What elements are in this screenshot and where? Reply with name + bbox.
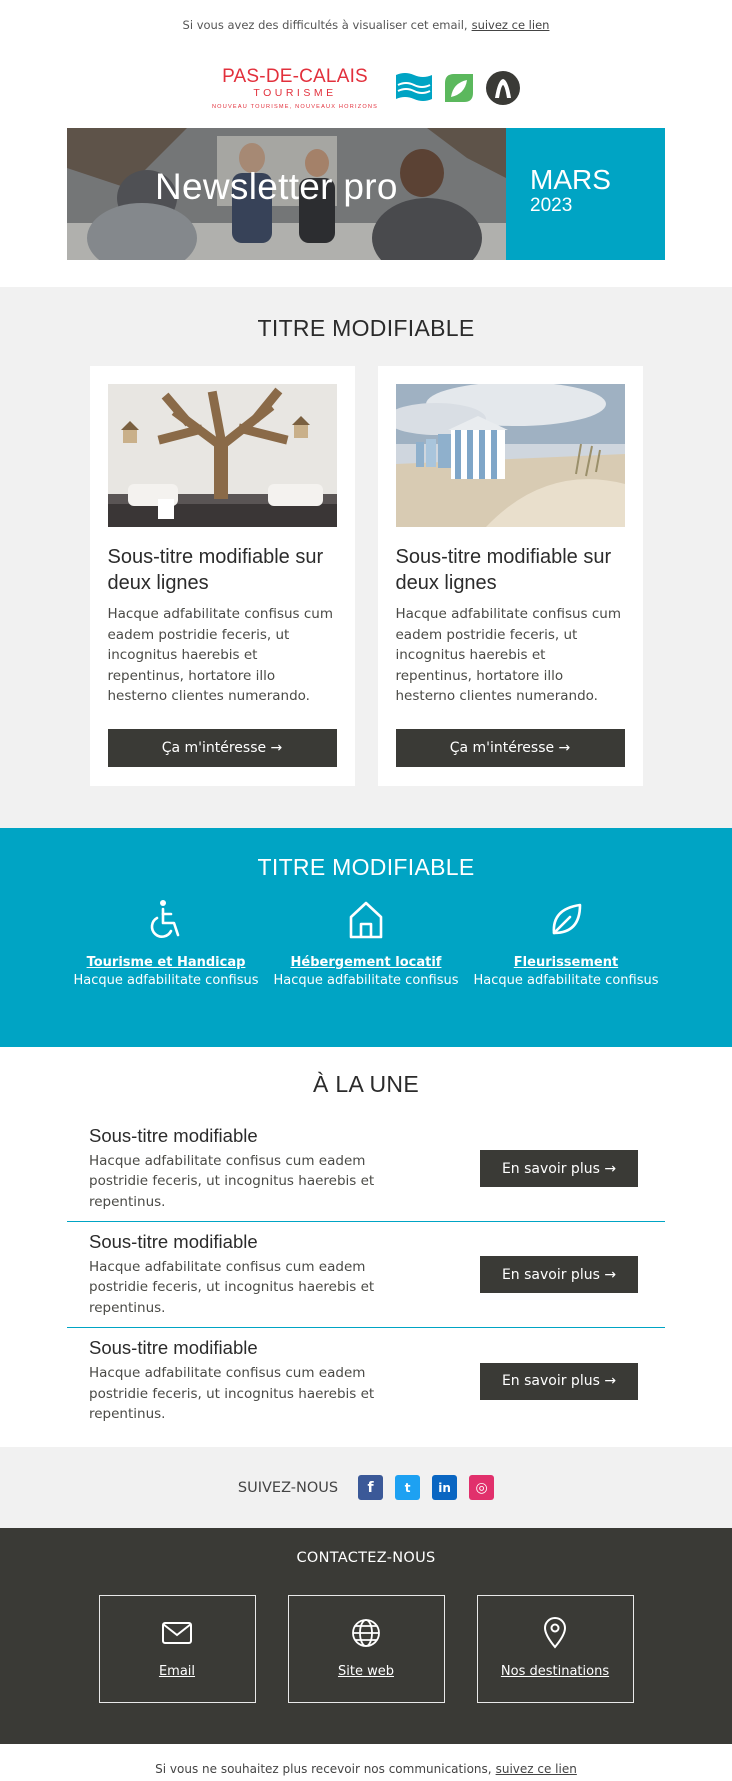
card-image — [108, 384, 337, 527]
tree-shelf-photo — [108, 384, 337, 527]
view-online-link[interactable]: suivez ce lien — [471, 18, 550, 32]
news-text: Hacque adfabilitate confisus cum eadem postridie feceris, ut incognitus haerebis et repentinus. — [89, 1365, 375, 1423]
section-une — [0, 1047, 732, 1434]
card-text: Hacque adfabilitate confisus cum eadem postridie feceris, ut incognitus haerebis et repentinus, hortatore illo hesterno clientes numerando. — [395, 606, 621, 704]
footer-text: Si vous ne souhaitez plus recevoir nos communications, — [155, 1762, 492, 1776]
beach-huts-photo — [396, 384, 625, 527]
news-title: Sous-titre modifiable — [89, 1230, 258, 1252]
mail-icon — [162, 1622, 192, 1644]
location-pin-icon — [543, 1617, 567, 1649]
unsubscribe-link[interactable]: suivez ce lien — [495, 1762, 577, 1776]
globe-icon — [351, 1618, 381, 1648]
interest-button[interactable]: Ça m'intéresse → — [396, 729, 625, 767]
contact-label[interactable]: Nos destinations — [500, 1664, 610, 1679]
top-bar — [0, 0, 732, 50]
card — [90, 366, 355, 786]
twitter-icon[interactable]: t — [395, 1475, 420, 1500]
card-image — [396, 384, 625, 527]
social-bar — [0, 1447, 732, 1528]
contact-title: CONTACTEZ-NOUS — [296, 1550, 436, 1566]
feature-item — [266, 897, 466, 990]
contact-box-website[interactable] — [288, 1595, 445, 1703]
news-item — [67, 1116, 665, 1222]
news-item — [67, 1222, 665, 1328]
read-more-button[interactable]: En savoir plus → — [480, 1150, 638, 1187]
contact-box-destinations[interactable] — [477, 1595, 634, 1703]
waves-logo-icon — [396, 73, 432, 103]
top-bar-text: Si vous avez des difficultés à visualiser cet email, — [182, 18, 468, 32]
brand-sub: TOURISME — [253, 87, 337, 99]
leaf-icon — [546, 899, 586, 941]
card-title: Sous-titre modifiable sur deux lignes — [107, 546, 324, 594]
hero-year: 2023 — [530, 195, 573, 216]
section-cards-title: TITRE MODIFIABLE — [257, 315, 475, 341]
section-une-title: À LA UNE — [313, 1071, 419, 1097]
hero-title: Newsletter pro — [155, 166, 398, 207]
news-item — [67, 1328, 665, 1434]
news-title: Sous-titre modifiable — [89, 1124, 258, 1146]
contact-label[interactable]: Site web — [338, 1664, 394, 1679]
mountain-logo-icon — [486, 71, 520, 105]
card-text: Hacque adfabilitate confisus cum eadem postridie feceris, ut incognitus haerebis et repentinus, hortatore illo hesterno clientes numerando. — [107, 606, 333, 704]
card — [378, 366, 643, 786]
logo-bar — [0, 50, 732, 126]
feature-list — [0, 897, 732, 990]
contact-box-email[interactable] — [99, 1595, 256, 1703]
feature-link[interactable]: Hébergement locatif — [290, 955, 442, 970]
hero-date-block — [506, 128, 665, 260]
feature-item — [466, 897, 666, 990]
interest-button[interactable]: Ça m'intéresse → — [108, 729, 337, 767]
feature-desc: Hacque adfabilitate confisus — [473, 973, 659, 988]
news-title: Sous-titre modifiable — [89, 1337, 258, 1359]
hero-image — [67, 128, 506, 260]
social-label: SUIVEZ-NOUS — [237, 1479, 339, 1496]
leaf-logo-icon — [442, 71, 476, 105]
facebook-icon[interactable]: f — [358, 1475, 383, 1500]
news-list — [67, 1116, 665, 1434]
section-cards — [0, 287, 732, 828]
feature-link[interactable]: Fleurissement — [513, 955, 619, 970]
social-icons — [358, 1475, 494, 1500]
news-text: Hacque adfabilitate confisus cum eadem postridie feceris, ut incognitus haerebis et repentinus. — [89, 1152, 375, 1210]
news-text: Hacque adfabilitate confisus cum eadem postridie feceris, ut incognitus haerebis et repentinus. — [89, 1258, 375, 1316]
section-features — [0, 828, 732, 1047]
partner-logos — [396, 71, 520, 105]
linkedin-icon[interactable]: in — [432, 1475, 457, 1500]
footer — [0, 1744, 732, 1781]
accessibility-icon — [146, 899, 186, 941]
read-more-button[interactable]: En savoir plus → — [480, 1363, 638, 1400]
feature-link[interactable]: Tourisme et Handicap — [86, 955, 246, 970]
feature-desc: Hacque adfabilitate confisus — [73, 973, 259, 988]
contact-section — [0, 1528, 732, 1744]
instagram-icon[interactable]: ◎ — [469, 1475, 494, 1500]
contact-label[interactable]: Email — [158, 1664, 196, 1679]
pas-de-calais-logo[interactable] — [212, 66, 378, 110]
feature-item — [66, 897, 266, 990]
brand-name: PAS-DE-CALAIS — [222, 66, 368, 87]
card-title: Sous-titre modifiable sur deux lignes — [395, 546, 612, 594]
read-more-button[interactable]: En savoir plus → — [480, 1256, 638, 1293]
section-features-title: TITRE MODIFIABLE — [257, 854, 475, 880]
house-icon — [346, 899, 386, 941]
feature-desc: Hacque adfabilitate confisus — [273, 973, 459, 988]
contact-boxes — [0, 1595, 732, 1703]
brand-tagline: NOUVEAU TOURISME, NOUVEAUX HORIZONS — [211, 104, 379, 110]
hero-banner — [67, 128, 665, 260]
card-grid — [0, 366, 732, 786]
hero-month: MARS — [530, 164, 611, 195]
